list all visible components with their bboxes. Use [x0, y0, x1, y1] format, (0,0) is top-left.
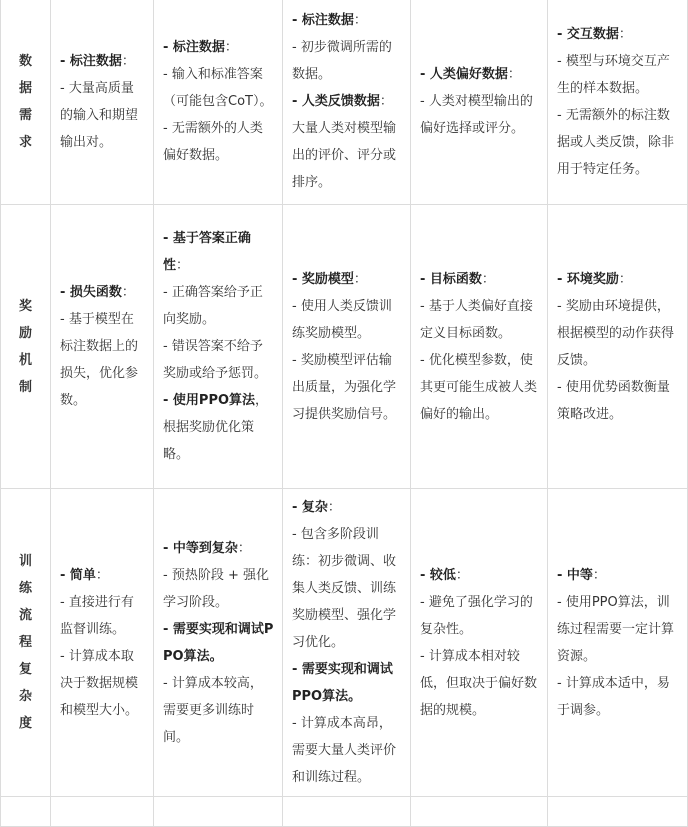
line-text: - 无需额外的人类偏好数据。 — [163, 121, 263, 163]
line-text: ： — [176, 258, 190, 273]
bold-term: - 环境奖励 — [557, 271, 619, 287]
cell-line — [60, 48, 145, 75]
bold-term: - 使用PPO算法 — [163, 393, 256, 408]
table-cell — [51, 797, 154, 827]
cell-line — [292, 266, 402, 293]
bold-term: - 损失函数 — [60, 285, 122, 300]
row-header-label: 奖励机制 — [19, 298, 33, 395]
cell-line — [420, 562, 539, 589]
line-text: - 计算成本适中，易于调参。 — [557, 675, 670, 718]
bold-term: - 中等 — [557, 567, 593, 583]
line-text: - 使用优势函数衡量策略改进。 — [557, 379, 670, 422]
line-text: - 预热阶段 + 强化学习阶段。 — [163, 567, 269, 610]
cell-line — [292, 293, 402, 347]
table-cell — [548, 205, 688, 489]
line-text: - 计算成本取决于数据规模和模型大小。 — [60, 648, 139, 718]
cell-line — [163, 61, 274, 115]
bold-term: - 标注数据 — [292, 13, 354, 28]
cell-line — [163, 616, 274, 670]
line-text: ： — [224, 40, 238, 55]
cell-line — [292, 521, 402, 656]
cell-line — [292, 656, 402, 710]
cell-line — [60, 75, 145, 156]
bold-term: - 标注数据 — [60, 53, 122, 69]
table-cell — [548, 489, 688, 797]
cell-line — [163, 562, 274, 616]
cell-line — [420, 643, 539, 724]
table-cell — [51, 0, 154, 205]
cell-line — [557, 562, 679, 589]
table-cell — [283, 489, 411, 797]
cell-line — [420, 293, 539, 347]
cell-line — [163, 279, 274, 333]
line-text: ： — [353, 271, 367, 287]
cell-line — [557, 266, 679, 293]
line-text: - 直接进行有监督训练。 — [60, 594, 134, 637]
line-text: - 基于模型在标注数据上的损失，优化参数。 — [60, 312, 139, 408]
table-cell — [411, 0, 548, 205]
line-text: ，根据奖励优化策略。 — [163, 393, 269, 462]
table-cell — [154, 489, 283, 797]
cell-line — [163, 387, 274, 468]
cell-line — [292, 88, 402, 196]
line-text: - 优化模型参数，使其更可能生成被人类偏好的输出。 — [420, 352, 538, 422]
cell-line — [557, 374, 679, 428]
cell-line — [420, 61, 539, 88]
line-text: - 模型与环境交互产生的样本数据。 — [557, 53, 670, 96]
line-text: ： — [481, 271, 495, 287]
line-text: - 奖励模型评估输出质量，为强化学习提供奖励信号。 — [292, 352, 397, 422]
table-cell — [1, 797, 51, 827]
row-header-label: 数据需求 — [19, 53, 33, 150]
table-cell — [548, 0, 688, 205]
cell-line — [163, 670, 274, 751]
cell-line — [292, 494, 402, 521]
cell-line — [60, 279, 145, 306]
cell-line — [292, 34, 402, 88]
row-header — [1, 489, 51, 797]
bold-term: - 标注数据 — [163, 40, 225, 55]
bold-term: - 中等到复杂 — [163, 540, 238, 556]
table-cell — [411, 797, 548, 827]
line-text: - 正确答案给予正向奖励。 — [163, 285, 263, 327]
line-text: ： — [237, 540, 251, 556]
table-cell — [154, 797, 283, 827]
cell-line — [557, 670, 679, 724]
line-text: - 避免了强化学习的复杂性。 — [420, 594, 533, 637]
row-header-label: 训练流程复杂度 — [19, 554, 33, 731]
row-header — [1, 205, 51, 489]
line-text: - 基于人类偏好直接定义目标函数。 — [420, 298, 533, 341]
table-cell — [51, 205, 154, 489]
row-header — [1, 0, 51, 205]
bold-term: - 奖励模型 — [292, 271, 354, 287]
bold-term: - 人类偏好数据 — [420, 67, 508, 82]
table-row — [1, 489, 688, 797]
table-body — [1, 0, 688, 827]
line-text: - 输入和标准答案（可能包含CoT）。 — [163, 67, 273, 109]
bold-term: - 需要实现和调试PPO算法。 — [292, 662, 393, 704]
table-cell — [283, 205, 411, 489]
cell-line — [557, 102, 679, 183]
line-text: ： — [507, 67, 521, 82]
cell-line — [163, 333, 274, 387]
line-text: ： — [618, 271, 632, 287]
line-text: ： — [95, 567, 109, 583]
line-text: ： — [592, 567, 606, 583]
table-cell — [51, 489, 154, 797]
cell-line — [420, 347, 539, 428]
table-row — [1, 205, 688, 489]
cell-line — [292, 710, 402, 791]
bold-term: - 目标函数 — [420, 271, 482, 287]
cell-line — [557, 293, 679, 374]
cell-line — [557, 589, 679, 670]
bold-term: - 基于答案正确性 — [163, 231, 251, 273]
line-text: ： — [121, 285, 135, 300]
line-text: - 人类对模型输出的偏好选择或评分。 — [420, 94, 533, 136]
line-text: - 大量高质量的输入和期望输出对。 — [60, 80, 139, 150]
cell-line — [557, 21, 679, 48]
bold-term: - 需要实现和调试PPO算法。 — [163, 621, 274, 664]
bold-term: - 人类反馈数据 — [292, 94, 380, 109]
cell-line — [292, 7, 402, 34]
cell-line — [163, 115, 274, 169]
line-text: - 初步微调所需的数据。 — [292, 40, 392, 82]
bold-term: - 复杂 — [292, 500, 328, 515]
line-text: - 包含多阶段训练：初步微调、收集人类反馈、训练奖励模型、强化学习优化。 — [292, 527, 397, 650]
cell-line — [420, 88, 539, 142]
cell-line — [60, 562, 145, 589]
cell-line — [163, 225, 274, 279]
line-text: - 无需额外的标注数据或人类反馈，除非用于特定任务。 — [557, 107, 675, 177]
line-text: ： — [353, 13, 367, 28]
line-text: ： — [618, 26, 632, 42]
table-cell — [283, 797, 411, 827]
line-text: - 使用人类反馈训练奖励模型。 — [292, 298, 392, 341]
cell-line — [557, 48, 679, 102]
cell-line — [163, 535, 274, 562]
line-text: - 使用PPO算法，训练过程需要一定计算资源。 — [557, 594, 675, 664]
line-text: ： — [455, 567, 469, 583]
table-row — [1, 0, 688, 205]
cell-line — [420, 266, 539, 293]
table-cell — [154, 0, 283, 205]
table-cell — [411, 205, 548, 489]
line-text: ： — [327, 500, 341, 515]
cell-line — [60, 643, 145, 724]
table-cell — [411, 489, 548, 797]
cell-line — [420, 589, 539, 643]
line-text: - 计算成本相对较低，但取决于偏好数据的规模。 — [420, 648, 538, 718]
line-text: - 计算成本高昂，需要大量人类评价和训练过程。 — [292, 716, 397, 785]
line-text: ： — [121, 53, 135, 69]
cell-line — [292, 347, 402, 428]
line-text: - 错误答案不给予奖励或给予惩罚。 — [163, 339, 268, 381]
table-cell — [548, 797, 688, 827]
line-text: - 计算成本较高，需要更多训练时间。 — [163, 675, 263, 745]
cell-line — [60, 306, 145, 414]
cell-line — [163, 34, 274, 61]
line-text: ：大量人类对模型输出的评价、评分或排序。 — [292, 94, 397, 190]
table-cell — [154, 205, 283, 489]
cell-line — [60, 589, 145, 643]
bold-term: - 简单 — [60, 567, 96, 583]
bold-term: - 较低 — [420, 567, 456, 583]
bold-term: - 交互数据 — [557, 26, 619, 42]
line-text: - 奖励由环境提供，根据模型的动作获得反馈。 — [557, 298, 675, 368]
table-cell — [283, 0, 411, 205]
table-row — [1, 797, 688, 827]
